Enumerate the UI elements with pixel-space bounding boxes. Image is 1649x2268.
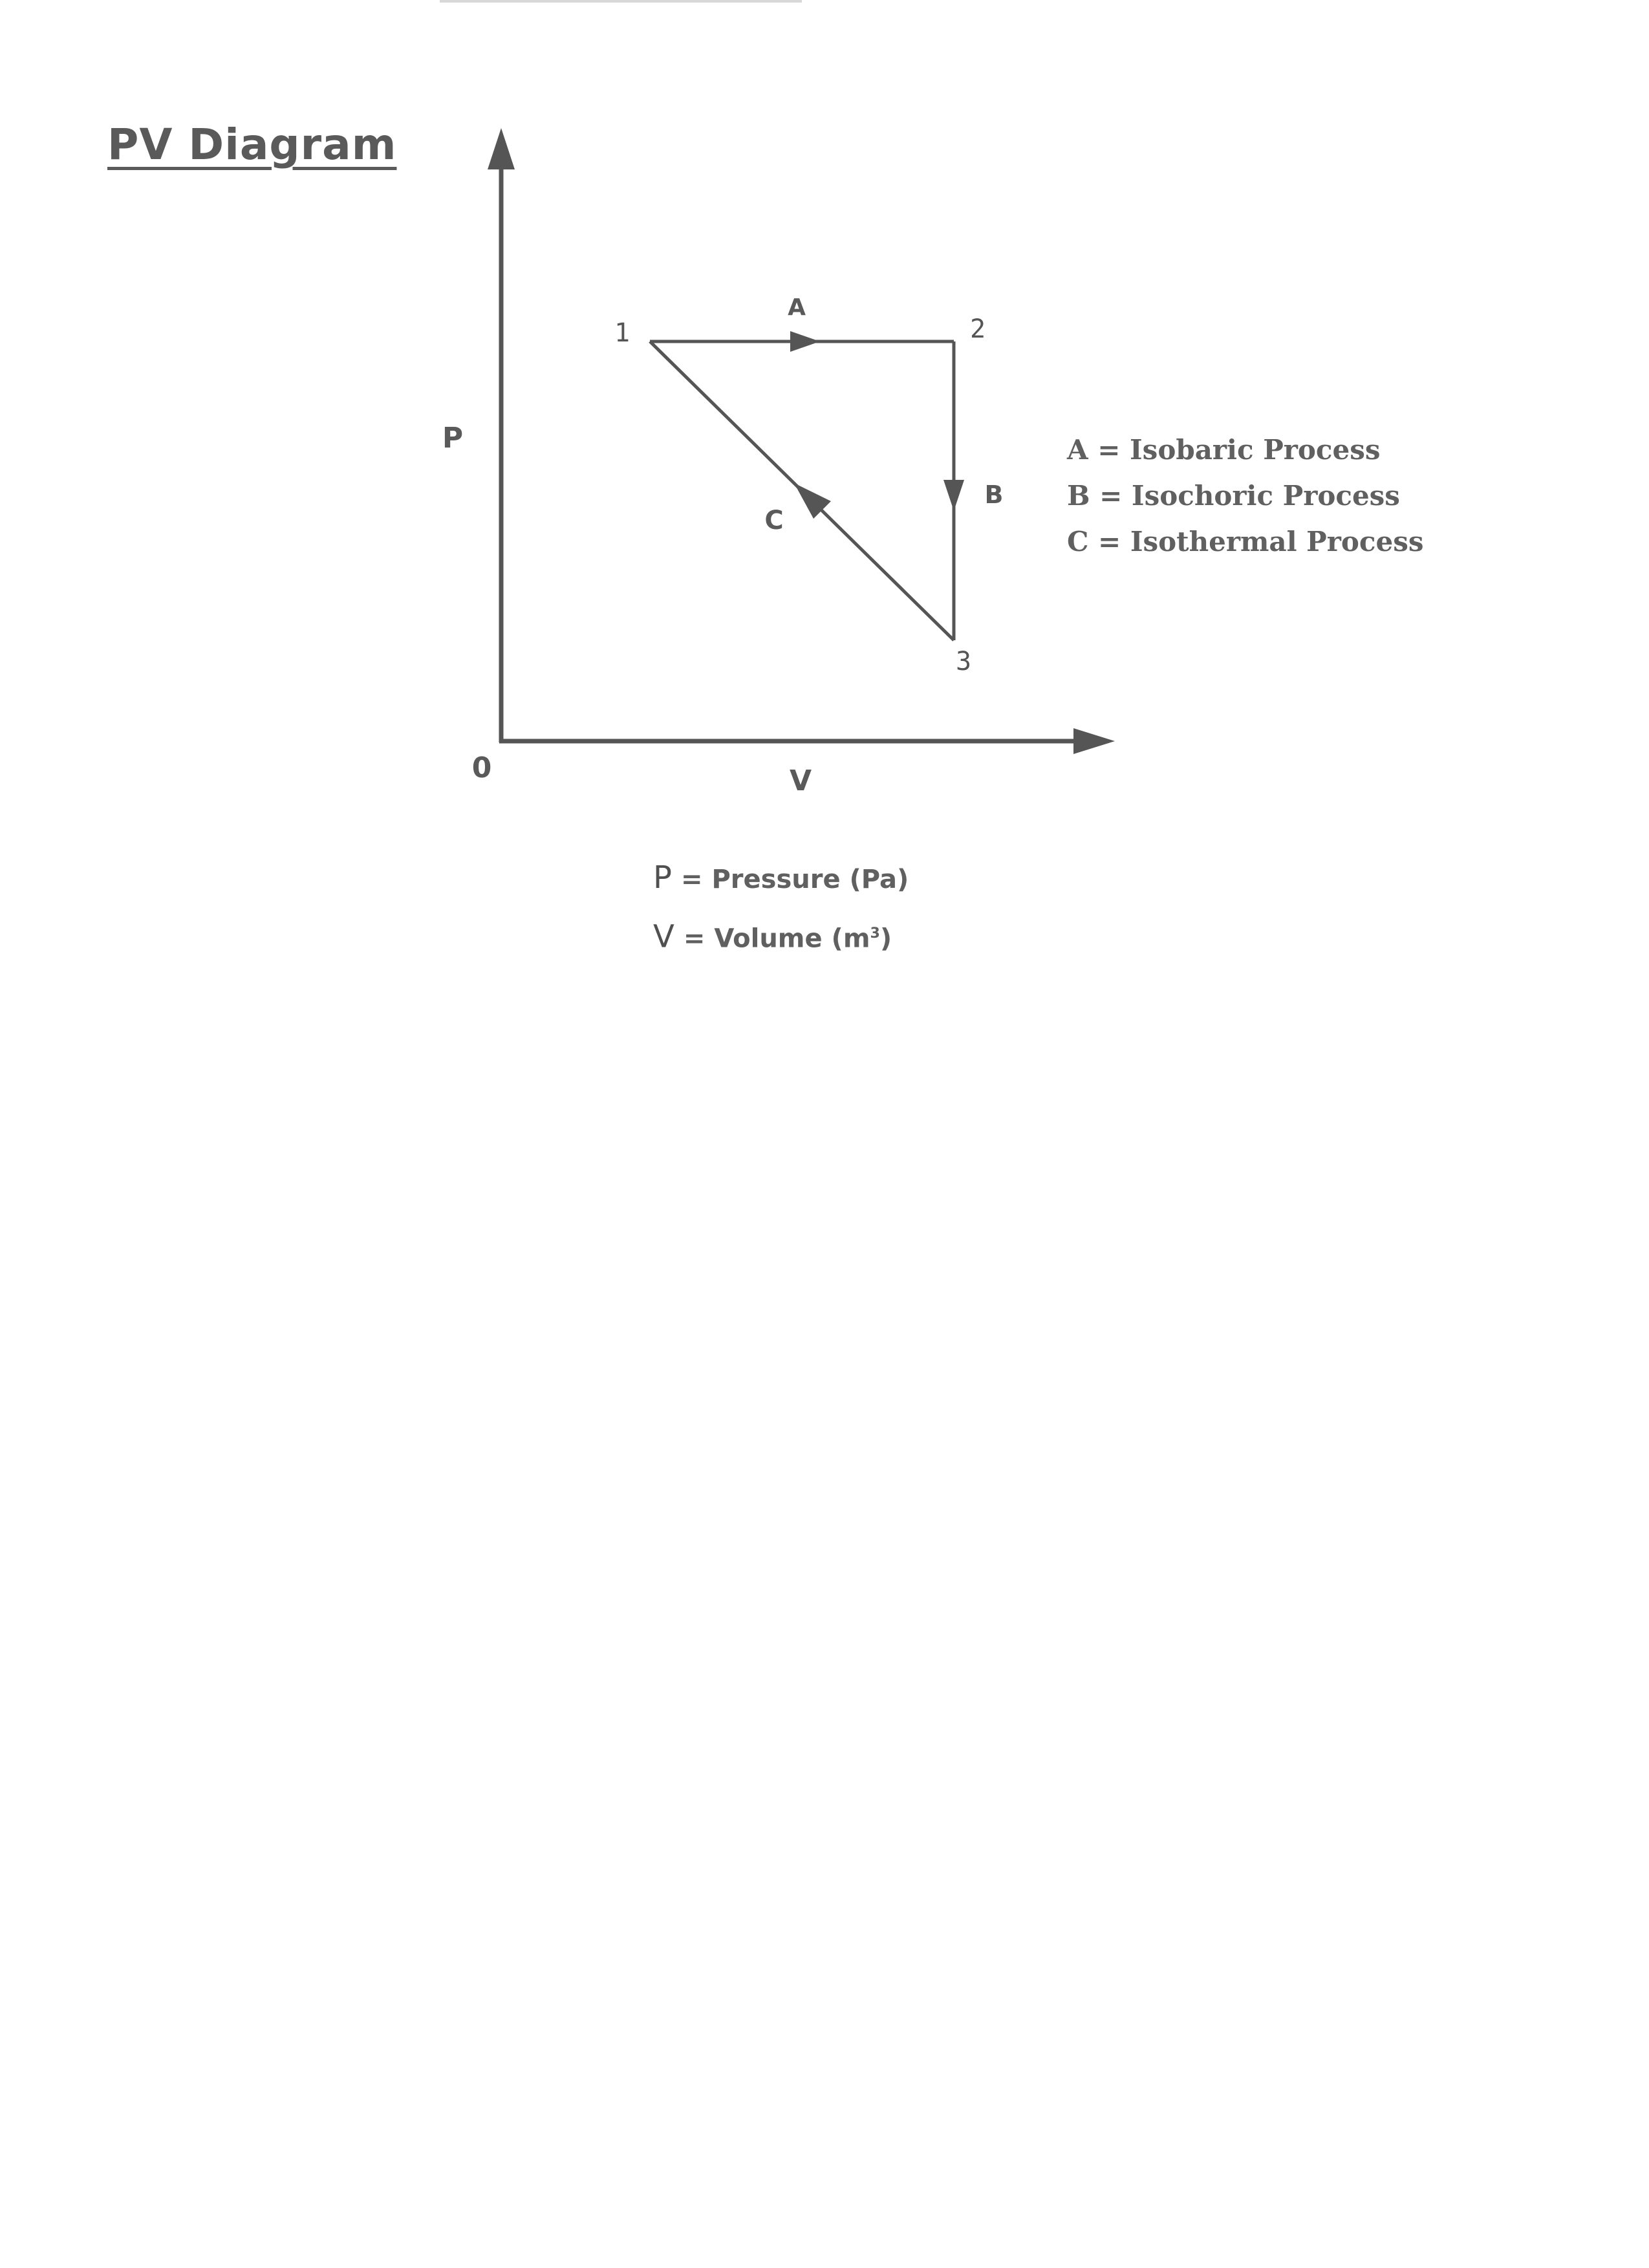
x-axis-arrowhead [1073,728,1115,754]
process-b-arrowhead [943,480,964,511]
x-axis-label: V [789,764,812,797]
point-3-label: 3 [955,647,972,676]
pressure-text: Pressure (Pa) [711,865,909,894]
legend-isothermal: C = Isothermal Process [1067,526,1424,557]
point-1-label: 1 [614,318,630,348]
volume-symbol: V [653,918,674,955]
pressure-equals: = [680,865,703,894]
process-legend [1067,427,1424,565]
y-axis-arrowhead [488,128,515,169]
origin-label: 0 [471,751,492,784]
volume-unit-exponent: 3 [870,925,880,942]
legend-isochoric: B = Isochoric Process [1067,480,1400,512]
axis-legend-pressure [653,850,909,907]
volume-suffix: ) [879,923,892,954]
axis-legend-volume [653,907,909,966]
process-a-arrowhead [790,331,820,352]
process-b-label: B [984,481,1004,509]
pressure-symbol: P [653,859,672,896]
process-a-label: A [788,294,806,321]
process-c-label: C [764,506,784,535]
volume-equals: = [683,923,706,954]
volume-text: Volume (m [714,923,870,954]
point-2-label: 2 [969,314,986,344]
axis-legend [653,850,909,966]
page-title: PV Diagram [107,120,397,169]
legend-isobaric: A = Isobaric Process [1067,434,1381,466]
y-axis-label: P [442,422,464,455]
